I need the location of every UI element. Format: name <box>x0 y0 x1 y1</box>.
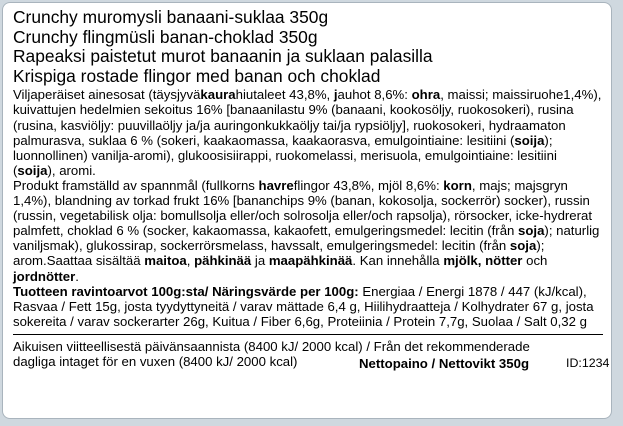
subtitle-fi: Rapeaksi paistetut murot banaanin ja suklaan palasilla <box>13 46 433 67</box>
allergen: ohra <box>411 87 441 103</box>
allergen: soja <box>509 238 537 254</box>
title-sv: Crunchy flingmüsli banan-choklad 350g <box>13 26 318 47</box>
nutrition-heading: Tuotteen ravintoarvot 100g:sta/ Näringsvärde per 100g: <box>13 283 359 299</box>
allergen: maapähkinää <box>268 253 353 269</box>
allergen: j <box>333 87 338 103</box>
divider <box>13 334 603 335</box>
title-fi: Crunchy muromysli banaani-suklaa 350g <box>13 7 329 27</box>
reference-line-1: Aikuisen viitteellisestä päivänsaannista (8400 kJ/ 2000 kcal) / Från det rekommenderade <box>13 338 530 354</box>
allergen: maitoa <box>144 253 187 269</box>
allergen: havre <box>258 177 294 193</box>
ingredients-block <box>13 87 603 329</box>
product-titles <box>13 8 603 86</box>
reference-line-2: dagliga intaget för en vuxen (8400 kJ/ 2000 kcal) <box>13 353 298 369</box>
allergen: jordnötter <box>13 268 76 284</box>
allergen: kaura <box>200 87 236 103</box>
allergen: soija <box>17 162 48 178</box>
allergen: korn <box>443 177 472 193</box>
ingredients-sv: Produkt framställd av spannmål (fullkorns havreflingor 43,8%, mjöl 8,6%: korn, majs; majsgryn 1,4%), blandning av torkad frukt 16% [bananchips 9% (banan, kokosolja, sockerrör) socker), russin (russin, vegetabilisk olja: bomullsolja eller/och solrosolja eller/och rapsolja), rörsocker, icke-hydrerat palmfett, choklad 6 % (socker, kakaomassa, kakaofett, emulgeringsmedel: lecitin (från soja); naturlig vaniljsmak), glukossirap, sockerrörsmelass, havssalt, emulgeringsmedel: lecitin (från soja); arom.Saattaa sisältää maitoa, pähkinää ja maapähkinää. Kan innehålla mjölk, nötter och jordnötter. <box>13 177 600 284</box>
allergen: soija <box>514 132 545 148</box>
nutrition-facts: Tuotteen ravintoarvot 100g:sta/ Näringsvärde per 100g: Energiaa / Energi 1878 / 447 (kJ/kcal), Rasvaa / Fett 15g, josta tyydyttyneitä / varav mättade 6,4 g, Hiilihydraatteja / Kolhydrater 67 g, josta sokereita / varav sockerarter 26g, Kuitua / Fiber 6,6g, Proteiinia / Protein 7,7g, Suolaa / Salt 0,32 g <box>13 283 594 329</box>
allergen: pähkinää <box>194 253 252 269</box>
allergen: mjölk, nötter <box>443 253 523 269</box>
reference-intake <box>13 338 610 371</box>
product-label <box>2 2 612 419</box>
subtitle-sv: Krispiga rostade flingor med banan och choklad <box>13 65 381 86</box>
product-id: ID:1234 <box>566 355 610 370</box>
allergen: soja <box>518 223 545 239</box>
ingredients-fi: Viljaperäiset ainesosat (täysjyväkaurahiutaleet 43,8%, jauhot 8,6%: ohra, maissi; maissiruohe1,4%), kuivattujen hedelmien sekoitus 16% [banaanilastu 9% (banaani, kookosöljy, ruokosokeri), rusina (rusina, kasviöljy: puuvillaöljy ja/ja auringonkukkaöljy tai/ja rypsiöljy], ruokosokeri, hydraamaton palmurasva, suklaa 6 % (sokeri, kaakaomassa, kaakaorasva, emulgointiaine: lesitiini (soija); luonnollinen) vanilja-aromi), glukoosisiirappi, ruokomelassi, merisuola, emulgointiaine: lesitiini (soija), aromi. <box>13 87 602 178</box>
net-weight: Nettopaino / Nettovikt 350g <box>359 355 529 371</box>
